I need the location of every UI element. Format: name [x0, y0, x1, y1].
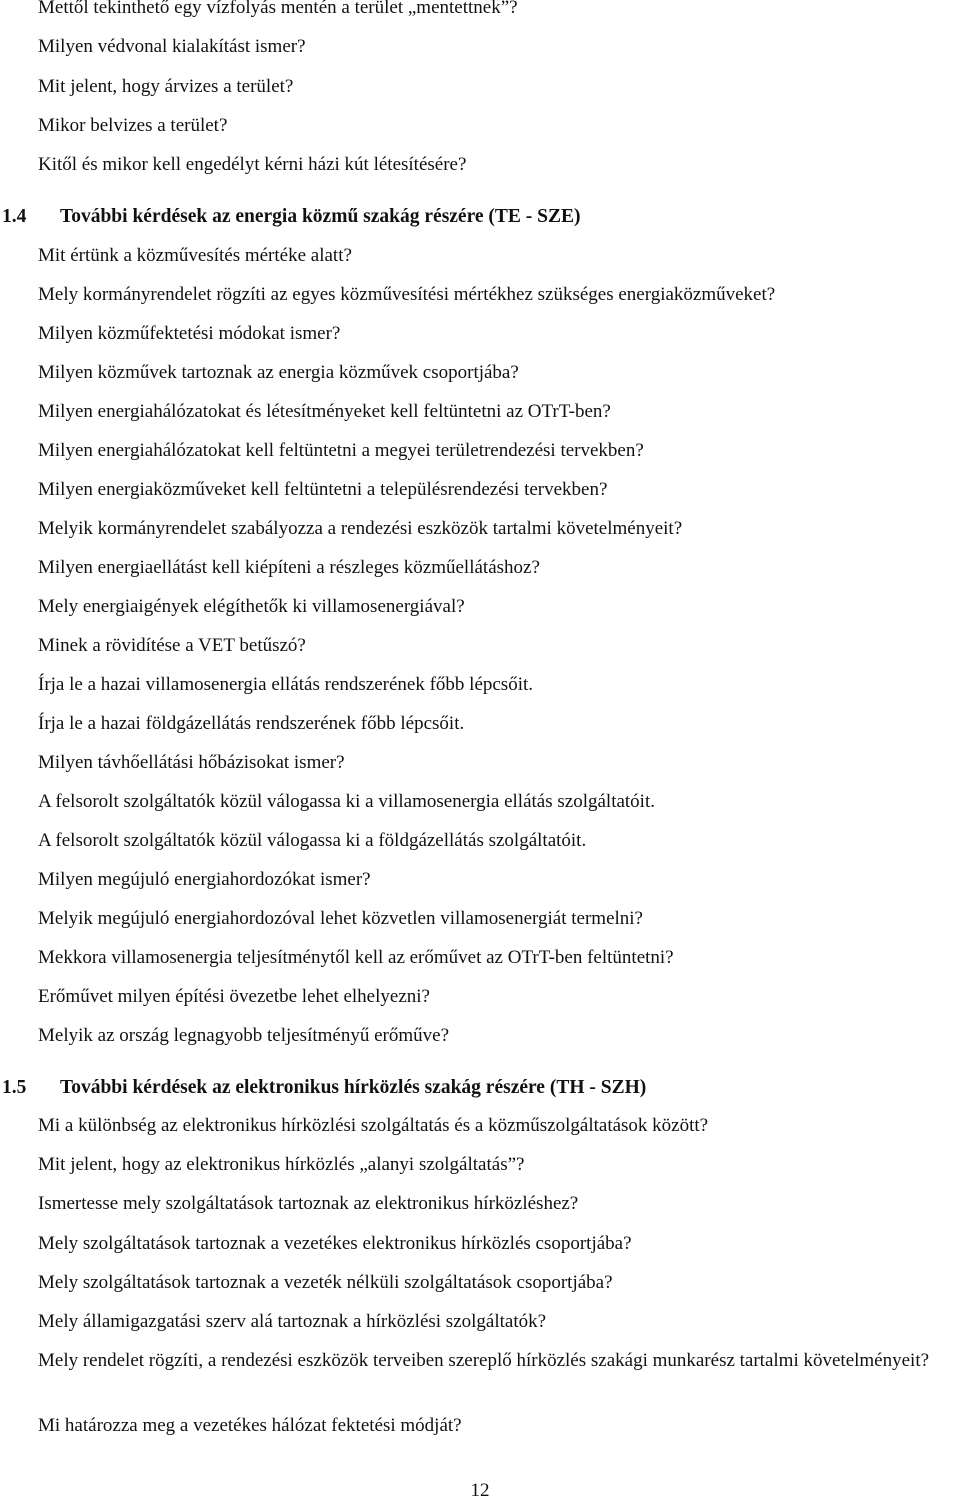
question: Melyik kormányrendelet szabályozza a rendezési eszközök tartalmi követelményeit? [38, 518, 683, 539]
section-title: További kérdések az elektronikus hírközlés szakág részére (TH - SZH) [60, 1077, 647, 1098]
question: A felsorolt szolgáltatók közül válogassa ki a villamosenergia ellátás szolgáltatóit. [38, 791, 655, 812]
question: A felsorolt szolgáltatók közül válogassa ki a földgázellátás szolgáltatóit. [38, 830, 587, 851]
question: Írja le a hazai földgázellátás rendszerének főbb lépcsőit. [38, 713, 465, 734]
section-heading-1-4 [2, 204, 942, 230]
question: Milyen energiaellátást kell kiépíteni a részleges közműellátáshoz? [38, 557, 540, 578]
question: Mely rendelet rögzíti, a rendezési eszközök terveiben szereplő hírközlés szakági munkarész tartalmi követelményeit? [38, 1350, 930, 1371]
page-number: 12 [470, 1480, 490, 1501]
question: Milyen energiahálózatokat és létesítményeket kell feltüntetni az OTrT-ben? [38, 401, 611, 422]
question: Milyen energiaközműveket kell feltüntetni a településrendezési tervekben? [38, 479, 608, 500]
question: Mi a különbség az elektronikus hírközlési szolgáltatás és a közműszolgáltatások között? [38, 1115, 709, 1136]
question: Ismertesse mely szolgáltatások tartoznak az elektronikus hírközléshez? [38, 1193, 579, 1214]
question: Kitől és mikor kell engedélyt kérni házi kút létesítésére? [38, 154, 467, 175]
question: Milyen távhőellátási hőbázisokat ismer? [38, 752, 345, 773]
question: Mikor belvizes a terület? [38, 115, 228, 136]
section-number: 1.4 [2, 206, 27, 227]
question: Erőművet milyen építési övezetbe lehet elhelyezni? [38, 986, 430, 1007]
question: Mit jelent, hogy árvizes a terület? [38, 76, 294, 97]
question: Milyen közművek tartoznak az energia közművek csoportjába? [38, 362, 519, 383]
question: Mely államigazgatási szerv alá tartoznak a hírközlési szolgáltatók? [38, 1311, 547, 1332]
question: Mi határozza meg a vezetékes hálózat fektetési módját? [38, 1415, 462, 1436]
question: Melyik megújuló energiahordozóval lehet közvetlen villamosenergiát termelni? [38, 908, 643, 929]
question: Milyen közműfektetési módokat ismer? [38, 323, 341, 344]
section-number: 1.5 [2, 1077, 27, 1098]
question: Írja le a hazai villamosenergia ellátás rendszerének főbb lépcsőit. [38, 674, 534, 695]
section-title: További kérdések az energia közmű szakág részére (TE - SZE) [60, 206, 581, 227]
question: Mekkora villamosenergia teljesítménytől kell az erőművet az OTrT-ben feltüntetni? [38, 947, 674, 968]
question: Mely energiaigények elégíthetők ki villamosenergiával? [38, 596, 465, 617]
question: Milyen energiahálózatokat kell feltüntetni a megyei területrendezési tervekben? [38, 440, 644, 461]
question: Mely szolgáltatások tartoznak a vezeték nélküli szolgáltatások csoportjába? [38, 1272, 613, 1293]
question: Mettől tekinthető egy vízfolyás mentén a terület „mentettnek”? [38, 0, 518, 18]
question: Mely kormányrendelet rögzíti az egyes közművesítési mértékhez szükséges energiaközműveket? [38, 284, 776, 305]
question: Minek a rövidítése a VET betűszó? [38, 635, 306, 656]
question: Milyen megújuló energiahordozókat ismer? [38, 869, 371, 890]
question: Mely szolgáltatások tartoznak a vezetékes elektronikus hírközlés csoportjába? [38, 1233, 632, 1254]
question: Melyik az ország legnagyobb teljesítményű erőműve? [38, 1025, 450, 1046]
question: Mit jelent, hogy az elektronikus hírközlés „alanyi szolgáltatás”? [38, 1154, 525, 1175]
question: Mit értünk a közművesítés mértéke alatt? [38, 245, 352, 266]
section-heading-1-5 [2, 1075, 942, 1101]
question: Milyen védvonal kialakítást ismer? [38, 36, 306, 57]
